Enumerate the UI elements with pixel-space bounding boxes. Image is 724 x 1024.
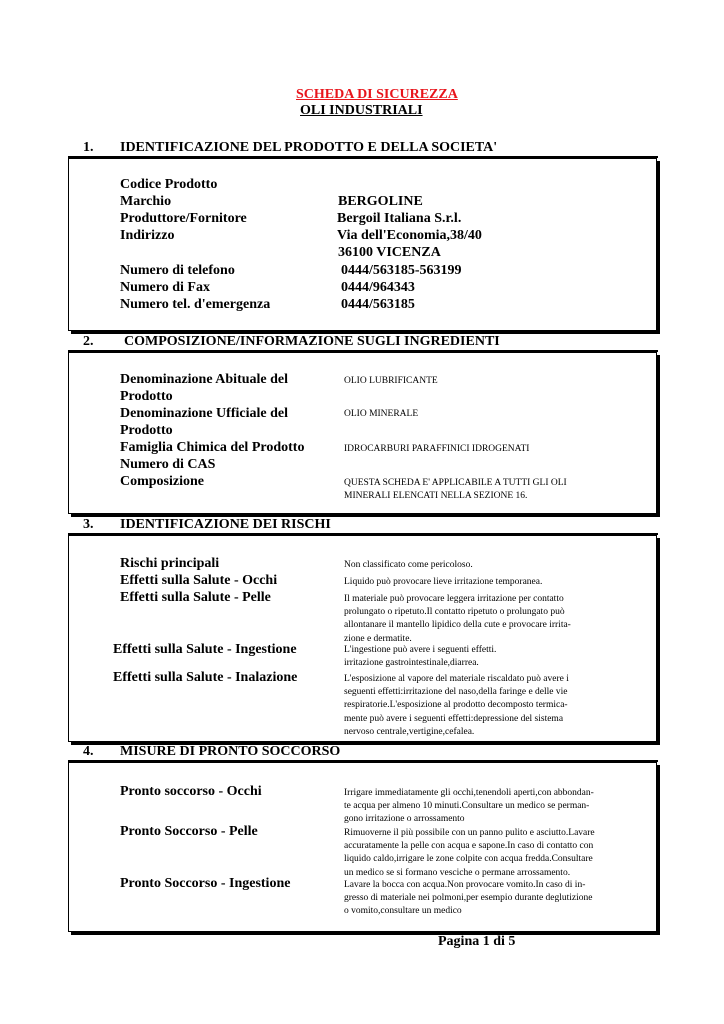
document-subtitle: OLI INDUSTRIALI <box>300 103 423 118</box>
section-2-number: 2. <box>83 334 94 349</box>
fax-value: 0444/964343 <box>341 280 415 295</box>
composizione-value-line2: MINERALI ELENCATI NELLA SEZIONE 16. <box>344 491 528 501</box>
text-line: o vomito,consultare un medico <box>344 906 462 917</box>
effetti-ingestione-label: Effetti sulla Salute - Ingestione <box>113 642 297 657</box>
section-3-title: IDENTIFICAZIONE DEI RISCHI <box>120 517 331 532</box>
document-title: SCHEDA DI SICUREZZA <box>296 87 458 102</box>
ufficiale-value: OLIO MINERALE <box>344 409 419 419</box>
emergenza-label: Numero tel. d'emergenza <box>120 297 271 312</box>
effetti-occhi-label: Effetti sulla Salute - Occhi <box>120 573 278 588</box>
pronto-pelle-label: Pronto Soccorso - Pelle <box>120 824 258 839</box>
telefono-label: Numero di telefono <box>120 263 235 278</box>
text-line: respiratorie.L'esposizione al prodotto decomposto termica- <box>344 700 568 711</box>
indirizzo-value-line1: Via dell'Economia,38/40 <box>337 228 482 243</box>
page-number: Pagina 1 di 5 <box>438 934 516 949</box>
pronto-occhi-value <box>344 787 594 827</box>
text-line: prolungato o ripetuto.Il contatto ripetuto o prolungato può <box>344 607 565 618</box>
telefono-value: 0444/563185-563199 <box>341 263 462 278</box>
section-4-number: 4. <box>83 744 94 759</box>
famiglia-value: IDROCARBURI PARAFFINICI IDROGENATI <box>344 444 530 454</box>
effetti-pelle-label: Effetti sulla Salute - Pelle <box>120 590 271 605</box>
text-line: nervoso centrale,vertigine,cefalea. <box>344 726 475 737</box>
fax-label: Numero di Fax <box>120 280 210 295</box>
composizione-value-line1: QUESTA SCHEDA E' APPLICABILE A TUTTI GLI OLI <box>344 478 567 488</box>
indirizzo-label: Indirizzo <box>120 228 175 243</box>
abituale-label-line2: Prodotto <box>120 389 173 404</box>
emergenza-value: 0444/563185 <box>341 297 415 312</box>
pronto-ingestione-label: Pronto Soccorso - Ingestione <box>120 876 291 891</box>
produttore-value: Bergoil Italiana S.r.l. <box>337 211 462 226</box>
text-line: gresso di materiale nei polmoni,per esempio durante deglutizione <box>344 893 593 904</box>
text-line: Rimuoverne il più possibile con un panno pulito e asciutto.Lavare <box>344 828 595 838</box>
text-line: zione e dermatite. <box>344 633 412 644</box>
text-line: irritazione gastrointestinale,diarrea. <box>344 658 479 669</box>
rischi-value: Non classificato come pericoloso. <box>344 560 473 570</box>
text-line: accuratamente la pelle con acqua e sapone.In caso di contatto con <box>344 841 594 852</box>
section-4-title: MISURE DI PRONTO SOCCORSO <box>120 744 341 759</box>
abituale-label-line1: Denominazione Abituale del <box>120 372 289 387</box>
text-line: L'ingestione può avere i seguenti effetti. <box>344 645 497 655</box>
effetti-ingestione-value <box>344 644 496 670</box>
ufficiale-label-line2: Prodotto <box>120 423 173 438</box>
section-1-number: 1. <box>83 140 94 155</box>
text-line: te acqua per almeno 10 minuti.Consultare un medico se perman- <box>344 801 590 812</box>
text-line: mente può avere i seguenti effetti:depressione del sistema <box>344 713 564 724</box>
section-2-title: COMPOSIZIONE/INFORMAZIONE SUGLI INGREDIENTI <box>124 334 500 349</box>
text-line: Lavare la bocca con acqua.Non provocare vomito.In caso di in- <box>344 880 586 890</box>
text-line: allontanare il mantello lipidico della cute e provocare irrita- <box>344 620 571 631</box>
produttore-label: Produttore/Fornitore <box>120 211 247 226</box>
effetti-occhi-value: Liquido può provocare lieve irritazione temporanea. <box>344 577 543 587</box>
composizione-label: Composizione <box>120 474 204 489</box>
text-line: Il materiale può provocare leggera irritazione per contatto <box>344 594 564 604</box>
marchio-label: Marchio <box>120 194 172 209</box>
pronto-pelle-value <box>344 827 595 880</box>
text-line: seguenti effetti:irritazione del naso,della faringe e delle vie <box>344 687 568 698</box>
rischi-label: Rischi principali <box>120 556 220 571</box>
cas-label: Numero di CAS <box>120 457 216 472</box>
codice-prodotto-label: Codice Prodotto <box>120 177 218 192</box>
section-3-number: 3. <box>83 517 94 532</box>
text-line: gono irritazione o arrossamento <box>344 814 465 825</box>
abituale-value: OLIO LUBRIFICANTE <box>344 376 438 386</box>
text-line: liquido caldo,irrigare le zone colpite con acqua fredda.Consultare <box>344 854 593 865</box>
pronto-ingestione-value <box>344 879 593 919</box>
marchio-value: BERGOLINE <box>338 194 423 209</box>
famiglia-label: Famiglia Chimica del Prodotto <box>120 440 305 455</box>
indirizzo-value-line2: 36100 VICENZA <box>338 245 441 260</box>
pronto-occhi-label: Pronto soccorso - Occhi <box>120 784 262 799</box>
text-line: Irrigare immediatamente gli occhi,tenendoli aperti,con abbondan- <box>344 788 594 798</box>
effetti-inalazione-label: Effetti sulla Salute - Inalazione <box>113 670 298 685</box>
effetti-inalazione-value <box>344 673 569 739</box>
effetti-pelle-value <box>344 593 571 646</box>
section-1-title: IDENTIFICAZIONE DEL PRODOTTO E DELLA SOCIETA' <box>120 140 498 155</box>
text-line: un medico se si formano vesciche o permane arrossamento. <box>344 867 571 878</box>
ufficiale-label-line1: Denominazione Ufficiale del <box>120 406 288 421</box>
text-line: L'esposizione al vapore del materiale riscaldato può avere i <box>344 674 569 684</box>
